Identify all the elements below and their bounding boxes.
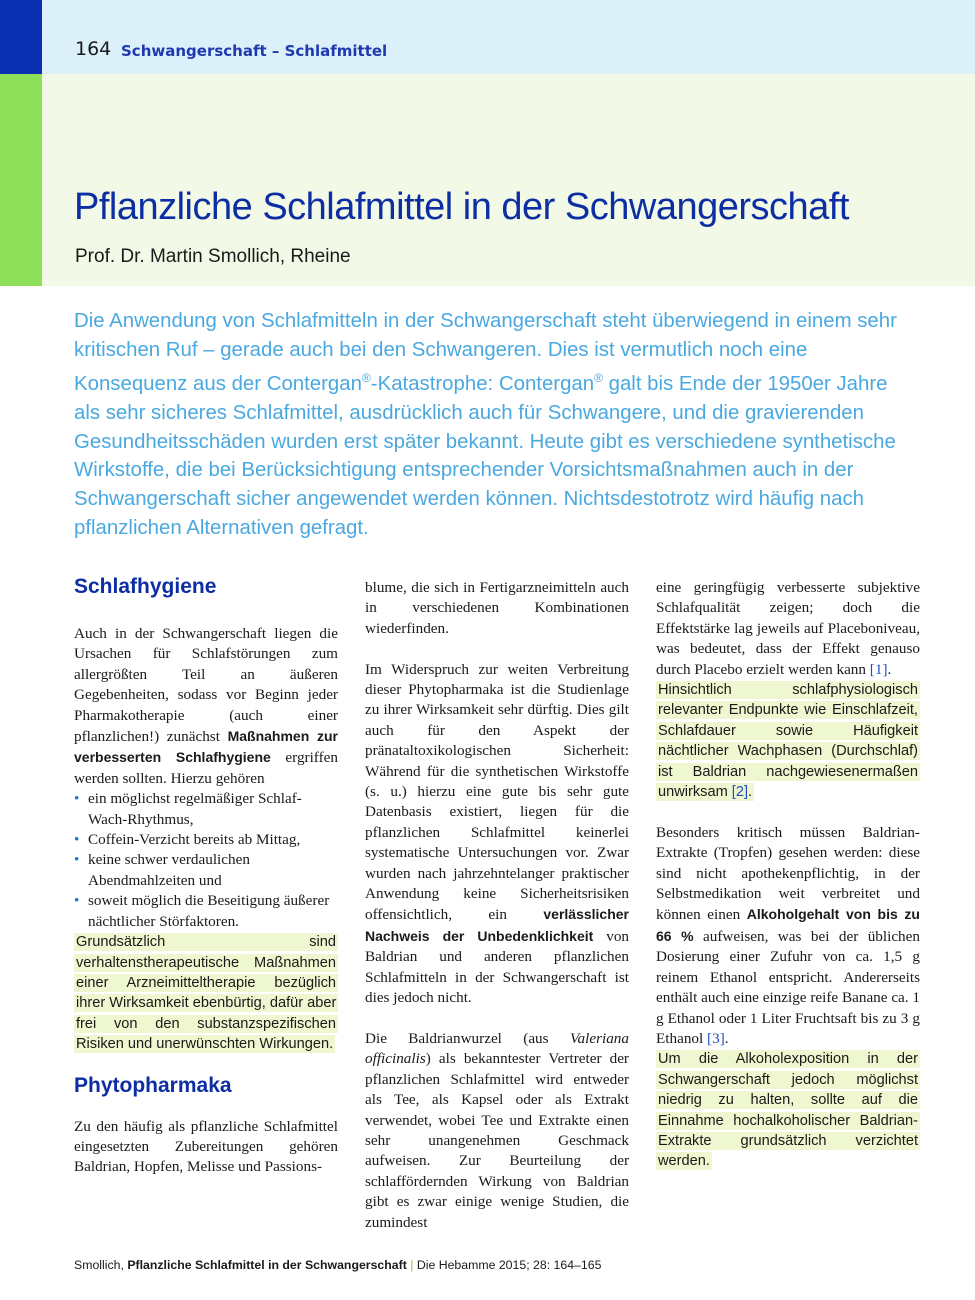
column-3 (656, 578, 920, 1172)
section-heading-schlafhygiene: Schlafhygiene (74, 575, 217, 598)
section-heading-phytopharmaka: Phytopharmaka (74, 1073, 232, 1097)
article-author: Prof. Dr. Martin Smollich, Rheine (75, 246, 351, 267)
citation-link[interactable]: [2] (731, 784, 749, 801)
running-title: Schwangerschaft – Schlafmittel (121, 42, 388, 60)
paragraph: Besonders kritisch müssen Baldrian-Extrakte (Tropfen) gesehen werden: diese sind nicht apothekenpflichtig, in der Selbstmedikation weit verbreitet und können einen Alkoholgehalt von bis zu 66 % aufweisen, was bei der üblichen Dosierung einer Zufuhr von ca. 1,5 g reinem Ethanol entspricht. Andererseits enthält auch eine einzige reife Banane ca. 1 g Ethanol oder 1 Liter Fruchtsaft bis zu 3 g Ethanol [3]. (656, 823, 920, 1047)
column-2 (365, 578, 629, 1233)
header-color-bar (0, 0, 42, 74)
header-band (0, 0, 975, 74)
lead-paragraph: Die Anwendung von Schlafmitteln in der Schwangerschaft steht überwiegend in einem sehr kritischen Ruf – gerade auch bei den Schwangeren. Dies ist vermutlich noch eine Konsequenz aus der Contergan®-Katastrophe: Contergan® galt bis Ende der 1950er Jahre als sehr sicheres Schlafmittel, ausdrücklich auch für Schwangere, und die gravierenden Gesundheitsschäden wurden erst später bekannt. Heute gibt es verschiedene synthetische Wirkstoffe, die bei Berücksichtigung entsprechender Vorsichtsmaßnahmen auch in der Schwangerschaft sicher angewendet werden können. Nichtsdestotrotz wird häufig nach pflanzlichen Alternativen gefragt. (74, 310, 897, 539)
highlight-box: Hinsichtlich schlafphysiologisch relevanter Endpunkte wie Einschlafzeit, Schlafdauer sowie Häufigkeit nächtlicher Wachphasen (Durchschlaf) ist Baldrian nachgewiesenermaßen unwirksam [2]. (658, 682, 918, 801)
paragraph: eine geringfügig verbesserte subjektive Schlafqualität zeigen; doch die Effektstärke lag jeweils auf Placeboniveau, was bedeutet, dass der Effekt genauso durch Placebo erzielt werden kann [1]. (656, 579, 920, 678)
citation-link[interactable]: [1] (869, 660, 888, 678)
title-color-bar (0, 74, 42, 286)
page-number: 164 (75, 38, 112, 60)
list-item: • keine schwer verdaulichen Abendmahlzeiten und (74, 850, 338, 891)
paragraph: Zu den häufig als pflanzliche Schlafmittel eingesetzten Zubereitungen gehören Baldrian, Hopfen, Melisse und Passions- (74, 1117, 338, 1176)
paragraph: blume, die sich in Fertigarzneimitteln auch in verschiedenen Kombinationen wiederfinden. (365, 579, 629, 637)
article-title: Pflanzliche Schlafmittel in der Schwangerschaft (74, 186, 849, 228)
paragraph: Im Widerspruch zur weiten Verbreitung dieser Phytopharmaka ist die Studienlage zu ihrer Wirksamkeit sehr dürftig. Dies gilt auch für den Aspekt der pränataltoxikologischen Sicherheit: Während für die synthetischen Wirkstoffe (s. u.) hierzu eine gute bis sehr gute Datenbasis existiert, liegen für die pflanzlichen Schlafmittel keinerlei systematische Untersuchungen vor. Zwar wurden nach jahrzehntelanger praktischer Anwendung keine Sicherheitsrisiken offensichtlich, ein verlässlicher Nachweis der Unbedenklichkeit von Baldrian und anderen pflanzlichen Schlafmitteln in der Schwangerschaft ist dies jedoch nicht. (365, 660, 630, 1007)
column-1 (74, 576, 338, 1178)
list-item: • Coffein-Verzicht bereits ab Mittag, (74, 830, 338, 850)
list-item: • soweit möglich die Beseitigung äußerer nächtlicher Störfaktoren. (74, 891, 338, 932)
paragraph: Auch in der Schwangerschaft liegen die Ursachen für Schlafstörungen zum allergrößten Teil an äußeren Gegebenheiten, sodass vor Beginn jeder Pharmakotherapie (auch einer pflanzlichen!) zunächst Maßnahmen zur verbesserten Schlafhygiene ergriffen werden sollten. Hierzu gehören (74, 625, 338, 787)
list-item: • ein möglichst regelmäßiger Schlaf-Wach-Rhythmus, (74, 789, 338, 830)
page-footer: Smollich, Pflanzliche Schlafmittel in der Schwangerschaft | Die Hebamme 2015; 28: 164–165 (74, 1258, 602, 1272)
bullet-list (74, 789, 338, 932)
citation-link[interactable]: [3] (707, 1029, 725, 1047)
highlight-box: Grundsätzlich sind verhaltenstherapeutische Maßnahmen einer Arzneimitteltherapie bezüglich ihrer Wirksamkeit ebenbürtig, dafür aber frei von den substanzspezifischen Risiken und unerwünschten Wirkungen. (76, 934, 337, 1053)
paragraph: Die Baldrianwurzel (aus Valeriana officinalis) als bekanntester Vertreter der pflanzlichen Schlafmittel wird entweder als Tee, als Kapsel oder als Extrakt verwendet, wobei Tee und Extrakte einen sehr unangenehmen Geschmack aufweisen. Zur Beurteilung der schlaffördernden Wirkung von Baldrian gibt es zwar einige wenige Studien, die zumindest (365, 1029, 629, 1231)
highlight-box: Um die Alkoholexposition in der Schwangerschaft jedoch möglichst niedrig zu halten, sollte auf die Einnahme hochalkoholischer Baldrian-Extrakte grundsätzlich verzichtet werden. (658, 1051, 918, 1170)
